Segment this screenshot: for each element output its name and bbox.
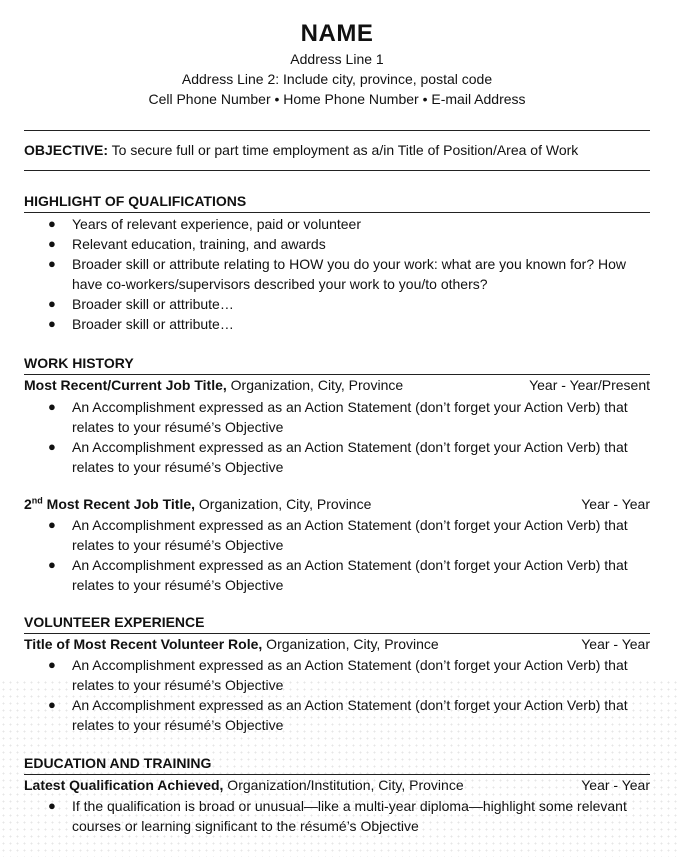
job-heading <box>24 496 650 512</box>
bullet-icon: ● <box>48 657 56 672</box>
volunteer-organization: Organization, City, Province <box>262 636 439 652</box>
job-organization: Organization, City, Province <box>226 377 404 393</box>
qualification-title: Latest Qualification Achieved, <box>24 777 224 793</box>
job-title: 2nd Most Recent Job Title, <box>24 495 196 512</box>
objective <box>24 142 650 158</box>
list-item: ● An Accomplishment expressed as an Action Statement (don’t forget your Action Verb) that relates to your résumé’s Objective <box>48 399 628 435</box>
candidate-name: NAME <box>300 20 374 47</box>
bullet-icon: ● <box>48 439 56 454</box>
divider <box>24 170 650 171</box>
objective-text: To secure full or part time employment as a/in Title of Position/Area of Work <box>111 142 579 158</box>
job-heading <box>24 377 650 393</box>
section-underline <box>24 374 650 375</box>
list-item: ● Broader skill or attribute relating to HOW you do your work: what are you known for? How have co-workers/supervisors described your work to you/to others? <box>48 256 627 292</box>
address-line-2: Address Line 2: Include city, province, postal code <box>181 71 493 87</box>
bullet-icon: ● <box>48 316 56 331</box>
qualifications-list <box>24 214 650 334</box>
list-item: ● Broader skill or attribute… <box>48 316 234 332</box>
education-organization: Organization/Institution, City, Province <box>223 777 464 793</box>
bullet-icon: ● <box>48 399 56 414</box>
bullet-icon: ● <box>48 236 56 251</box>
volunteer-dates: Year - Year <box>581 636 650 652</box>
job-accomplishments <box>24 397 650 477</box>
section-title-education: EDUCATION AND TRAINING <box>24 755 212 771</box>
list-item: ● Relevant education, training, and awards <box>48 236 326 252</box>
job-dates: Year - Year <box>581 496 650 512</box>
volunteer-heading <box>24 636 650 652</box>
bullet-icon: ● <box>48 216 56 231</box>
education-dates: Year - Year <box>581 777 650 793</box>
section-underline <box>24 774 650 775</box>
education-details <box>24 796 650 836</box>
contact-line: Cell Phone Number • Home Phone Number • E-mail Address <box>148 91 526 107</box>
job-accomplishments <box>24 515 650 595</box>
job-dates: Year - Year/Present <box>529 377 650 393</box>
education-heading <box>24 777 650 793</box>
job-title: Most Recent/Current Job Title, <box>24 377 227 393</box>
section-title-work-history: WORK HISTORY <box>24 355 134 371</box>
list-item: ● An Accomplishment expressed as an Action Statement (don’t forget your Action Verb) that relates to your résumé’s Objective <box>48 657 628 693</box>
bullet-icon: ● <box>48 517 56 532</box>
section-title-volunteer: VOLUNTEER EXPERIENCE <box>24 614 205 630</box>
bullet-icon: ● <box>48 296 56 311</box>
list-item: ● If the qualification is broad or unusual—like a multi-year diploma—highlight some relevant courses or learning significant to the résumé’s Objective <box>48 798 627 834</box>
job-organization: Organization, City, Province <box>195 496 372 512</box>
bullet-icon: ● <box>48 798 56 813</box>
bullet-icon: ● <box>48 256 56 271</box>
list-item: ● Years of relevant experience, paid or volunteer <box>48 216 361 232</box>
objective-label: OBJECTIVE: <box>24 142 109 158</box>
bullet-icon: ● <box>48 557 56 572</box>
bullet-icon: ● <box>48 697 56 712</box>
section-underline <box>24 212 650 213</box>
list-item: ● An Accomplishment expressed as an Action Statement (don’t forget your Action Verb) that relates to your résumé’s Objective <box>48 517 628 553</box>
volunteer-role: Title of Most Recent Volunteer Role, <box>24 636 263 652</box>
list-item: ● Broader skill or attribute… <box>48 296 234 312</box>
volunteer-accomplishments <box>24 655 650 735</box>
divider <box>24 130 650 131</box>
section-underline <box>24 633 650 634</box>
list-item: ● An Accomplishment expressed as an Action Statement (don’t forget your Action Verb) that relates to your résumé’s Objective <box>48 697 628 733</box>
list-item: ● An Accomplishment expressed as an Action Statement (don’t forget your Action Verb) that relates to your résumé’s Objective <box>48 439 628 475</box>
list-item: ● An Accomplishment expressed as an Action Statement (don’t forget your Action Verb) that relates to your résumé’s Objective <box>48 557 628 593</box>
address-line-1: Address Line 1 <box>290 51 384 67</box>
section-title-qualifications: HIGHLIGHT OF QUALIFICATIONS <box>24 193 247 209</box>
